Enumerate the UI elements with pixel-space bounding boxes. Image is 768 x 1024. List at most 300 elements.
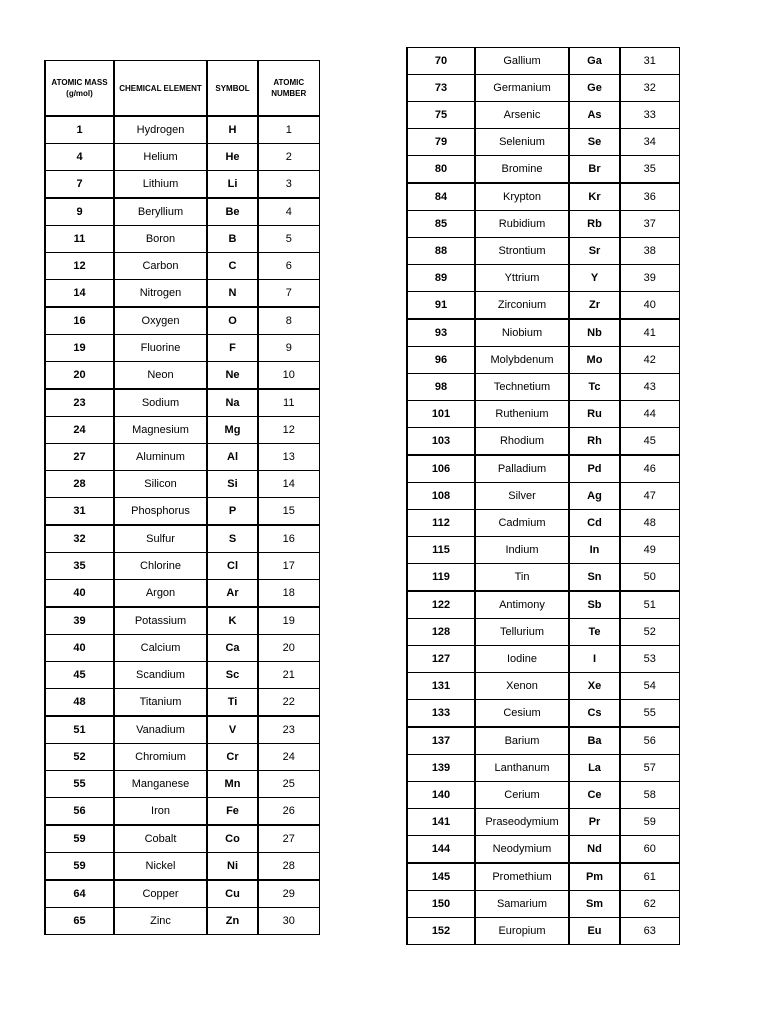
atomic-number-cell: 28 (258, 853, 319, 881)
atomic-number-cell: 59 (620, 809, 679, 836)
table-row (407, 891, 679, 918)
symbol-cell: Al (207, 444, 258, 471)
atomic-mass-cell: 4 (45, 144, 114, 171)
table-row (45, 280, 319, 308)
symbol-cell: Zr (569, 292, 620, 320)
atomic-mass-cell: 103 (407, 428, 475, 456)
table-row (407, 836, 679, 864)
table-row (45, 417, 319, 444)
table-row (45, 607, 319, 635)
table-row (45, 635, 319, 662)
atomic-mass-cell: 108 (407, 483, 475, 510)
symbol-cell: Ag (569, 483, 620, 510)
symbol-cell: P (207, 498, 258, 526)
symbol-cell: Li (207, 171, 258, 199)
atomic-mass-cell: 122 (407, 591, 475, 619)
atomic-number-cell: 21 (258, 662, 319, 689)
element-name-cell: Technetium (475, 374, 569, 401)
element-name-cell: Promethium (475, 863, 569, 891)
element-name-cell: Sulfur (114, 525, 207, 553)
atomic-number-cell: 42 (620, 347, 679, 374)
symbol-cell: Mo (569, 347, 620, 374)
element-name-cell: Xenon (475, 673, 569, 700)
symbol-cell: N (207, 280, 258, 308)
element-name-cell: Cerium (475, 782, 569, 809)
element-name-cell: Calcium (114, 635, 207, 662)
atomic-mass-cell: 9 (45, 198, 114, 226)
atomic-mass-cell: 137 (407, 727, 475, 755)
symbol-cell: Ba (569, 727, 620, 755)
symbol-cell: Te (569, 619, 620, 646)
element-name-cell: Manganese (114, 771, 207, 798)
table-row (407, 918, 679, 945)
symbol-cell: Ga (569, 48, 620, 75)
element-name-cell: Antimony (475, 591, 569, 619)
atomic-number-cell: 40 (620, 292, 679, 320)
atomic-mass-cell: 70 (407, 48, 475, 75)
atomic-number-cell: 36 (620, 183, 679, 211)
table-row (45, 662, 319, 689)
atomic-mass-cell: 84 (407, 183, 475, 211)
atomic-number-cell: 31 (620, 48, 679, 75)
element-name-cell: Neodymium (475, 836, 569, 864)
element-name-cell: Chromium (114, 744, 207, 771)
element-name-cell: Rhodium (475, 428, 569, 456)
atomic-mass-cell: 127 (407, 646, 475, 673)
atomic-mass-cell: 139 (407, 755, 475, 782)
symbol-cell: Tc (569, 374, 620, 401)
table-row (45, 716, 319, 744)
element-name-cell: Scandium (114, 662, 207, 689)
atomic-number-cell: 52 (620, 619, 679, 646)
atomic-mass-cell: 131 (407, 673, 475, 700)
element-name-cell: Potassium (114, 607, 207, 635)
table-row (45, 335, 319, 362)
symbol-cell: Se (569, 129, 620, 156)
symbol-cell: Pm (569, 863, 620, 891)
symbol-cell: Si (207, 471, 258, 498)
symbol-cell: Ti (207, 689, 258, 717)
atomic-mass-cell: 98 (407, 374, 475, 401)
table-row (407, 48, 679, 75)
atomic-number-cell: 61 (620, 863, 679, 891)
atomic-mass-cell: 14 (45, 280, 114, 308)
element-name-cell: Rubidium (475, 211, 569, 238)
elements-table-right (406, 47, 680, 945)
symbol-cell: Nd (569, 836, 620, 864)
symbol-cell: Cu (207, 880, 258, 908)
element-name-cell: Zinc (114, 908, 207, 935)
element-name-cell: Silicon (114, 471, 207, 498)
atomic-mass-cell: 19 (45, 335, 114, 362)
element-name-cell: Cobalt (114, 825, 207, 853)
atomic-mass-cell: 52 (45, 744, 114, 771)
table-row (407, 238, 679, 265)
atomic-number-cell: 12 (258, 417, 319, 444)
atomic-number-cell: 19 (258, 607, 319, 635)
symbol-cell: Mg (207, 417, 258, 444)
table-row (45, 116, 319, 144)
atomic-number-cell: 55 (620, 700, 679, 728)
table-row (407, 211, 679, 238)
element-name-cell: Hydrogen (114, 116, 207, 144)
atomic-mass-cell: 93 (407, 319, 475, 347)
atomic-number-cell: 26 (258, 798, 319, 826)
table-row (407, 483, 679, 510)
symbol-cell: Ni (207, 853, 258, 881)
element-name-cell: Tellurium (475, 619, 569, 646)
symbol-cell: Ar (207, 580, 258, 608)
symbol-cell: O (207, 307, 258, 335)
atomic-number-cell: 29 (258, 880, 319, 908)
element-name-cell: Molybdenum (475, 347, 569, 374)
atomic-number-cell: 3 (258, 171, 319, 199)
atomic-number-cell: 37 (620, 211, 679, 238)
symbol-cell: Be (207, 198, 258, 226)
element-name-cell: Iron (114, 798, 207, 826)
atomic-number-cell: 62 (620, 891, 679, 918)
element-name-cell: Argon (114, 580, 207, 608)
symbol-cell: Mn (207, 771, 258, 798)
atomic-number-cell: 13 (258, 444, 319, 471)
element-name-cell: Phosphorus (114, 498, 207, 526)
element-name-cell: Lanthanum (475, 755, 569, 782)
table-row (45, 553, 319, 580)
symbol-cell: S (207, 525, 258, 553)
atomic-number-cell: 47 (620, 483, 679, 510)
table-row (407, 510, 679, 537)
symbol-cell: As (569, 102, 620, 129)
symbol-cell: Zn (207, 908, 258, 935)
atomic-number-cell: 14 (258, 471, 319, 498)
atomic-mass-cell: 101 (407, 401, 475, 428)
symbol-cell: Rb (569, 211, 620, 238)
elements-table-left (44, 60, 320, 935)
symbol-cell: Xe (569, 673, 620, 700)
atomic-mass-cell: 31 (45, 498, 114, 526)
atomic-number-cell: 49 (620, 537, 679, 564)
table-row (45, 226, 319, 253)
element-name-cell: Strontium (475, 238, 569, 265)
element-name-cell: Europium (475, 918, 569, 945)
symbol-cell: He (207, 144, 258, 171)
table-row (45, 798, 319, 826)
atomic-mass-cell: 39 (45, 607, 114, 635)
atomic-number-cell: 44 (620, 401, 679, 428)
table-row (45, 908, 319, 935)
atomic-mass-cell: 115 (407, 537, 475, 564)
atomic-mass-cell: 106 (407, 455, 475, 483)
table-row (45, 825, 319, 853)
atomic-number-cell: 63 (620, 918, 679, 945)
element-name-cell: Samarium (475, 891, 569, 918)
table-row (407, 401, 679, 428)
atomic-mass-cell: 40 (45, 580, 114, 608)
atomic-number-cell: 22 (258, 689, 319, 717)
atomic-mass-cell: 79 (407, 129, 475, 156)
atomic-number-cell: 34 (620, 129, 679, 156)
symbol-cell: Rh (569, 428, 620, 456)
element-name-cell: Nickel (114, 853, 207, 881)
element-name-cell: Zirconium (475, 292, 569, 320)
atomic-number-cell: 45 (620, 428, 679, 456)
symbol-cell: Br (569, 156, 620, 184)
symbol-cell: V (207, 716, 258, 744)
atomic-number-cell: 60 (620, 836, 679, 864)
atomic-number-cell: 5 (258, 226, 319, 253)
symbol-cell: Ca (207, 635, 258, 662)
table-row (407, 809, 679, 836)
table-row (407, 183, 679, 211)
symbol-cell: Ce (569, 782, 620, 809)
atomic-mass-cell: 119 (407, 564, 475, 592)
atomic-number-cell: 39 (620, 265, 679, 292)
element-name-cell: Cesium (475, 700, 569, 728)
table-row (407, 755, 679, 782)
atomic-mass-cell: 128 (407, 619, 475, 646)
atomic-mass-cell: 1 (45, 116, 114, 144)
element-name-cell: Sodium (114, 389, 207, 417)
symbol-cell: I (569, 646, 620, 673)
symbol-cell: Cr (207, 744, 258, 771)
symbol-cell: Eu (569, 918, 620, 945)
atomic-mass-cell: 152 (407, 918, 475, 945)
atomic-mass-cell: 91 (407, 292, 475, 320)
atomic-number-cell: 10 (258, 362, 319, 390)
element-name-cell: Neon (114, 362, 207, 390)
table-row (45, 525, 319, 553)
atomic-number-cell: 18 (258, 580, 319, 608)
atomic-mass-cell: 133 (407, 700, 475, 728)
header-atomic-number: ATOMIC NUMBER (258, 61, 319, 117)
atomic-mass-cell: 56 (45, 798, 114, 826)
header-symbol: SYMBOL (207, 61, 258, 117)
atomic-mass-cell: 75 (407, 102, 475, 129)
table-row (407, 564, 679, 592)
atomic-mass-cell: 48 (45, 689, 114, 717)
table-row (45, 444, 319, 471)
element-name-cell: Magnesium (114, 417, 207, 444)
symbol-cell: Pr (569, 809, 620, 836)
symbol-cell: Ru (569, 401, 620, 428)
atomic-mass-cell: 7 (45, 171, 114, 199)
atomic-mass-cell: 112 (407, 510, 475, 537)
symbol-cell: Cd (569, 510, 620, 537)
element-name-cell: Silver (475, 483, 569, 510)
atomic-number-cell: 7 (258, 280, 319, 308)
atomic-number-cell: 57 (620, 755, 679, 782)
atomic-number-cell: 8 (258, 307, 319, 335)
table-row (407, 156, 679, 184)
symbol-cell: Sm (569, 891, 620, 918)
atomic-mass-cell: 32 (45, 525, 114, 553)
atomic-number-cell: 6 (258, 253, 319, 280)
atomic-mass-cell: 80 (407, 156, 475, 184)
atomic-number-cell: 41 (620, 319, 679, 347)
symbol-cell: Sb (569, 591, 620, 619)
atomic-mass-cell: 45 (45, 662, 114, 689)
element-name-cell: Germanium (475, 75, 569, 102)
table-row (407, 455, 679, 483)
atomic-number-cell: 2 (258, 144, 319, 171)
element-name-cell: Bromine (475, 156, 569, 184)
symbol-cell: Ne (207, 362, 258, 390)
atomic-mass-cell: 40 (45, 635, 114, 662)
atomic-number-cell: 48 (620, 510, 679, 537)
table-row (45, 144, 319, 171)
symbol-cell: In (569, 537, 620, 564)
table-row (45, 689, 319, 717)
symbol-cell: C (207, 253, 258, 280)
atomic-mass-cell: 20 (45, 362, 114, 390)
atomic-mass-cell: 16 (45, 307, 114, 335)
element-name-cell: Palladium (475, 455, 569, 483)
atomic-mass-cell: 23 (45, 389, 114, 417)
symbol-cell: F (207, 335, 258, 362)
element-name-cell: Copper (114, 880, 207, 908)
atomic-number-cell: 20 (258, 635, 319, 662)
table-row (407, 292, 679, 320)
atomic-number-cell: 43 (620, 374, 679, 401)
element-name-cell: Niobium (475, 319, 569, 347)
table-row (407, 319, 679, 347)
atomic-number-cell: 25 (258, 771, 319, 798)
table-row (45, 771, 319, 798)
element-name-cell: Indium (475, 537, 569, 564)
table-row (407, 591, 679, 619)
atomic-number-cell: 54 (620, 673, 679, 700)
element-name-cell: Titanium (114, 689, 207, 717)
atomic-mass-cell: 140 (407, 782, 475, 809)
table-row (407, 428, 679, 456)
table-row (407, 129, 679, 156)
table-row (407, 863, 679, 891)
table-row (407, 265, 679, 292)
symbol-cell: Cl (207, 553, 258, 580)
symbol-cell: B (207, 226, 258, 253)
atomic-number-cell: 16 (258, 525, 319, 553)
atomic-number-cell: 15 (258, 498, 319, 526)
atomic-number-cell: 33 (620, 102, 679, 129)
element-name-cell: Tin (475, 564, 569, 592)
element-name-cell: Aluminum (114, 444, 207, 471)
atomic-number-cell: 38 (620, 238, 679, 265)
atomic-mass-cell: 89 (407, 265, 475, 292)
atomic-mass-cell: 88 (407, 238, 475, 265)
atomic-mass-cell: 65 (45, 908, 114, 935)
header-atomic-mass: ATOMIC MASS (g/mol) (45, 61, 114, 117)
atomic-mass-cell: 55 (45, 771, 114, 798)
table-row (407, 537, 679, 564)
element-name-cell: Arsenic (475, 102, 569, 129)
atomic-number-cell: 58 (620, 782, 679, 809)
symbol-cell: Y (569, 265, 620, 292)
table-row (407, 646, 679, 673)
atomic-number-cell: 9 (258, 335, 319, 362)
table-row (407, 619, 679, 646)
atomic-mass-cell: 12 (45, 253, 114, 280)
symbol-cell: Co (207, 825, 258, 853)
atomic-mass-cell: 59 (45, 853, 114, 881)
table-row (45, 880, 319, 908)
element-name-cell: Oxygen (114, 307, 207, 335)
symbol-cell: Sn (569, 564, 620, 592)
symbol-cell: La (569, 755, 620, 782)
table-row (45, 471, 319, 498)
symbol-cell: Sr (569, 238, 620, 265)
symbol-cell: Fe (207, 798, 258, 826)
table-row (407, 374, 679, 401)
atomic-number-cell: 50 (620, 564, 679, 592)
symbol-cell: K (207, 607, 258, 635)
atomic-number-cell: 23 (258, 716, 319, 744)
table-row (45, 498, 319, 526)
atomic-mass-cell: 85 (407, 211, 475, 238)
atomic-number-cell: 56 (620, 727, 679, 755)
atomic-mass-cell: 73 (407, 75, 475, 102)
element-name-cell: Helium (114, 144, 207, 171)
atomic-mass-cell: 96 (407, 347, 475, 374)
symbol-cell: H (207, 116, 258, 144)
symbol-cell: Sc (207, 662, 258, 689)
atomic-mass-cell: 35 (45, 553, 114, 580)
table-row (45, 198, 319, 226)
table-row (45, 362, 319, 390)
table-row (45, 171, 319, 199)
symbol-cell: Ge (569, 75, 620, 102)
symbol-cell: Na (207, 389, 258, 417)
element-name-cell: Fluorine (114, 335, 207, 362)
symbol-cell: Cs (569, 700, 620, 728)
atomic-mass-cell: 51 (45, 716, 114, 744)
atomic-mass-cell: 24 (45, 417, 114, 444)
atomic-number-cell: 17 (258, 553, 319, 580)
atomic-mass-cell: 144 (407, 836, 475, 864)
element-name-cell: Praseodymium (475, 809, 569, 836)
atomic-number-cell: 32 (620, 75, 679, 102)
atomic-mass-cell: 11 (45, 226, 114, 253)
element-name-cell: Barium (475, 727, 569, 755)
element-name-cell: Krypton (475, 183, 569, 211)
atomic-number-cell: 53 (620, 646, 679, 673)
symbol-cell: Kr (569, 183, 620, 211)
atomic-mass-cell: 27 (45, 444, 114, 471)
table-row (407, 75, 679, 102)
element-name-cell: Carbon (114, 253, 207, 280)
table-row (45, 580, 319, 608)
header-chemical-element: CHEMICAL ELEMENT (114, 61, 207, 117)
table-row (407, 347, 679, 374)
table-row (45, 307, 319, 335)
atomic-mass-cell: 141 (407, 809, 475, 836)
atomic-number-cell: 51 (620, 591, 679, 619)
table-row (407, 700, 679, 728)
element-name-cell: Selenium (475, 129, 569, 156)
table-row (45, 389, 319, 417)
element-name-cell: Iodine (475, 646, 569, 673)
atomic-number-cell: 27 (258, 825, 319, 853)
atomic-number-cell: 46 (620, 455, 679, 483)
table-row (45, 853, 319, 881)
atomic-mass-cell: 59 (45, 825, 114, 853)
atomic-number-cell: 1 (258, 116, 319, 144)
right-table-body (407, 48, 679, 945)
symbol-cell: Nb (569, 319, 620, 347)
table-row (407, 782, 679, 809)
element-name-cell: Boron (114, 226, 207, 253)
element-name-cell: Ruthenium (475, 401, 569, 428)
atomic-number-cell: 35 (620, 156, 679, 184)
